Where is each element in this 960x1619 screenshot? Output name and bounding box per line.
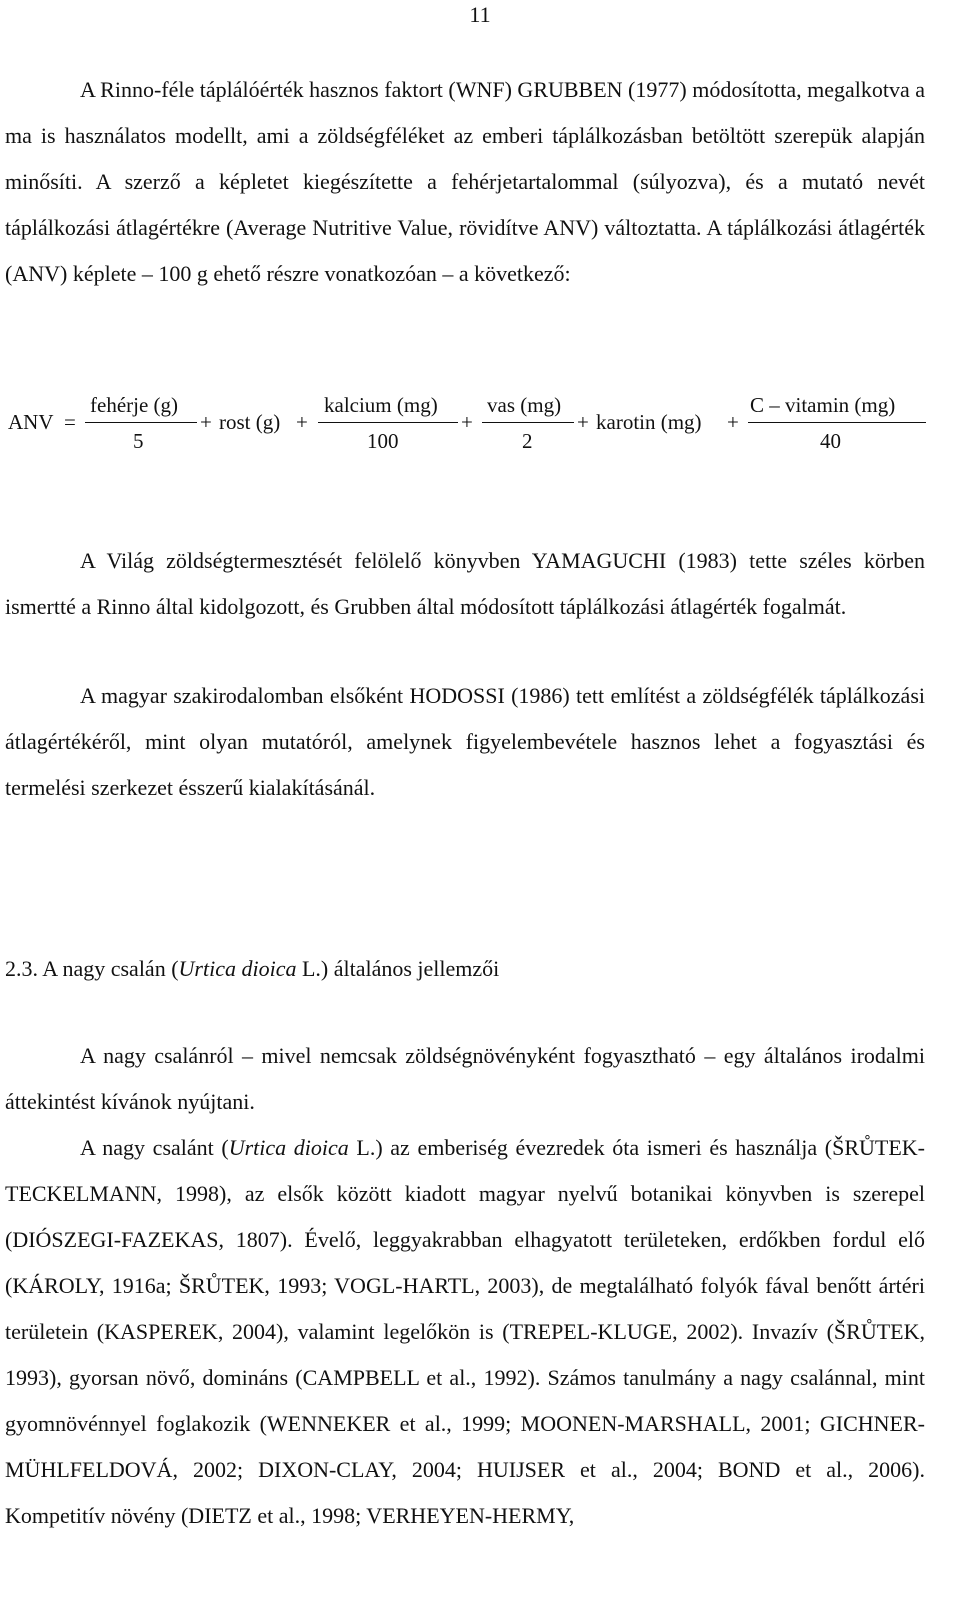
formula-fraction-line-4	[748, 422, 926, 423]
formula-plus-4: +	[577, 410, 589, 434]
formula-fiber: rost (g)	[219, 410, 281, 434]
heading-suffix: L.) általános jellemzői	[296, 956, 500, 981]
formula-plus-5: +	[727, 410, 739, 434]
formula-calcium-denominator: 100	[367, 429, 399, 453]
section-heading	[5, 946, 499, 992]
formula-carotene: karotin (mg)	[596, 410, 702, 434]
formula-plus-1: +	[200, 410, 212, 434]
formula-protein-numerator: fehérje (g)	[90, 393, 179, 417]
paragraph-yamaguchi: A Világ zöldségtermesztését felölelő könyvben YAMAGUCHI (1983) tette széles körben ismertté a Rinno által kidolgozott, és Grubben által módosított táplálkozási átlagérték fogalmát.	[5, 548, 925, 619]
paragraph-csalan-details	[5, 1125, 925, 1539]
formula-fraction-line-2	[318, 422, 458, 423]
formula-plus-2: +	[296, 410, 308, 434]
paragraph-hodossi: A magyar szakirodalomban elsőként HODOSSI (1986) tett említést a zöldségfélék táplálkozási átlagértékéről, mint olyan mutatóról, amelynek figyelembevétele hasznos lehet a fogyasztási és termelési szerkezet ésszerű kialakításánál.	[5, 683, 925, 800]
formula-vitamin-c-numerator: C – vitamin (mg)	[750, 393, 896, 417]
anv-formula	[0, 385, 940, 465]
paragraph-prefix: A nagy csalánt (	[80, 1135, 229, 1160]
formula-protein-denominator: 5	[133, 429, 144, 453]
formula-fraction-line-3	[482, 422, 574, 423]
paragraph-species-name: Urtica dioica	[228, 1135, 349, 1160]
formula-iron-denominator: 2	[522, 429, 533, 453]
heading-species-name: Urtica dioica	[178, 956, 297, 981]
formula-fraction-line-1	[85, 422, 197, 423]
heading-prefix: 2.3. A nagy csalán (	[5, 956, 179, 981]
paragraph-body: L.) az emberiség évezredek óta ismeri és használja (ŠRŮTEK-TECKELMANN, 1998), az elsők között kiadott magyar nyelvű botanikai könyvben is szerepel (DIÓSZEGI-FAZEKAS, 1807). Évelő, leggyakrabban elhagyatott területeken, erdőkben fordul elő (KÁROLY, 1916a; ŠRŮTEK, 1993; VOGL-HARTL, 2003), de megtalálható folyók fával benőtt ártéri területein (KASPEREK, 2004), valamint legelőkön is (TREPEL-KLUGE, 2002). Invazív (ŠRŮTEK, 1993), gyorsan növő, domináns (CAMPBELL et al., 1992). Számos tanulmány a nagy csalánnal, mint gyomnövénnyel foglakozik (WENNEKER et al., 1999; MOONEN-MARSHALL, 2001; GICHNER-MÜHLFELDOVÁ, 2002; DIXON-CLAY, 2004; HUIJSER et al., 2004; BOND et al., 2006). Kompetitív növény (DIETZ et al., 1998; VERHEYEN-HERMY,	[5, 1135, 925, 1528]
formula-iron-numerator: vas (mg)	[487, 393, 562, 417]
formula-lhs: ANV	[8, 410, 54, 434]
page-number: 11	[469, 2, 491, 27]
paragraph-csalan-intro: A nagy csalánról – mivel nemcsak zöldségnövényként fogyasztható – egy általános irodalmi áttekintést kívánok nyújtani.	[5, 1043, 925, 1114]
formula-plus-3: +	[461, 410, 473, 434]
formula-equals: =	[64, 410, 76, 434]
paragraph-rinno-anv: A Rinno-féle táplálóérték hasznos faktort (WNF) GRUBBEN (1977) módosította, megalkotva a ma is használatos modellt, ami a zöldségféléket az emberi táplálkozásban betöltött szerepük alapján minősíti. A szerző a képletet kiegészítette a fehérjetartalommal (súlyozva), és a mutató nevét táplálkozási átlagértékre (Average Nutritive Value, rövidítve ANV) változtatta. A táplálkozási átlagérték (ANV) képlete – 100 g ehető részre vonatkozóan – a következő:	[5, 77, 925, 286]
formula-vitamin-c-denominator: 40	[820, 429, 841, 453]
formula-calcium-numerator: kalcium (mg)	[324, 393, 438, 417]
